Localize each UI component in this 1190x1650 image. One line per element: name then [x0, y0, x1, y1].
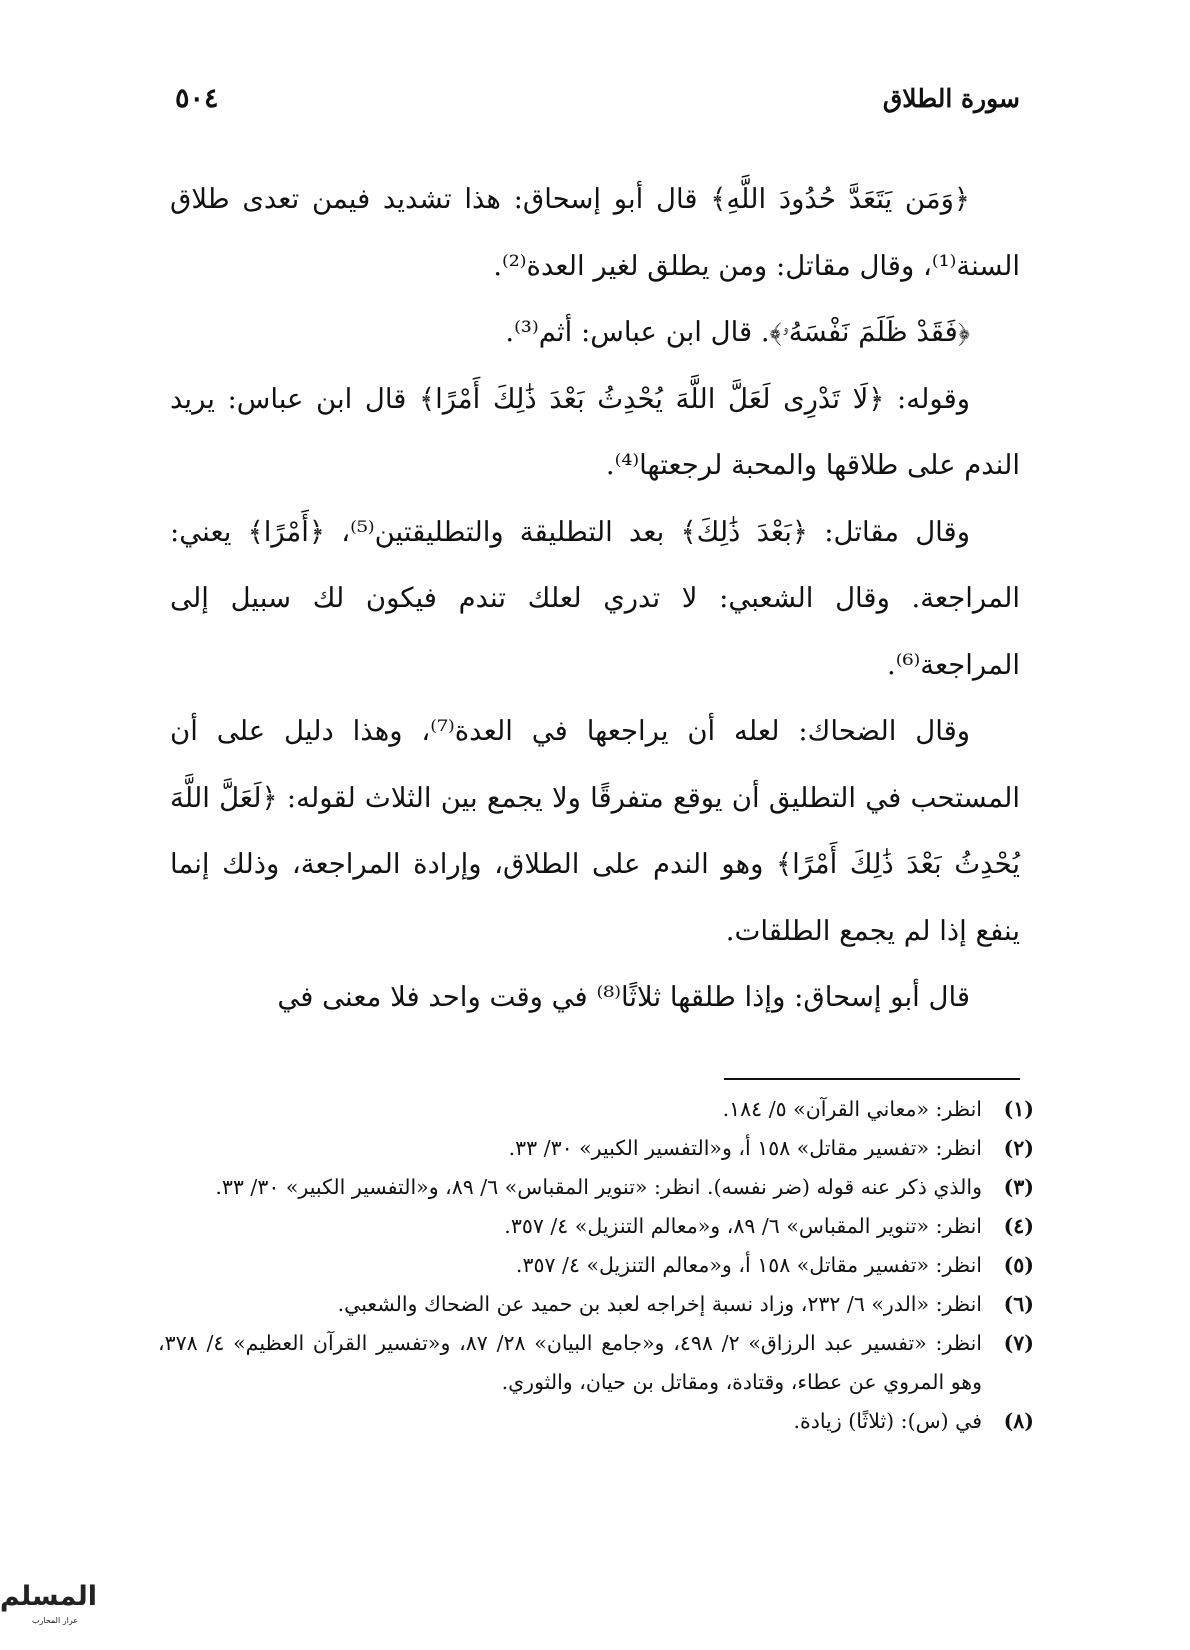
- footnote-number: (٣): [1003, 1175, 1034, 1199]
- footnote-text: انظر: «تنوير المقباس» ٦/ ٨٩، و«معالم التنزيل» ٤/ ٣٥٧.: [504, 1214, 982, 1238]
- main-text: [170, 166, 1020, 1031]
- footnote: [158, 1090, 1034, 1129]
- footnote-number: (٨): [1003, 1409, 1034, 1433]
- footnote-text: انظر: «تفسير مقاتل» ١٥٨ أ، و«معالم التنزيل» ٤/ ٣٥٧.: [515, 1253, 982, 1277]
- footnote: [158, 1207, 1034, 1246]
- footnotes: [158, 1090, 1034, 1441]
- library-stamp-logo: [0, 1578, 97, 1638]
- footnote-number: (٢): [1003, 1136, 1034, 1160]
- footnote-text: انظر: «الدر» ٦/ ٢٣٢، وزاد نسبة إخراجه لعبد بن حميد عن الضحاك والشعبي.: [337, 1292, 982, 1316]
- paragraph: وقال مقاتل: ﴿بَعْدَ ذَٰلِكَ﴾ بعد التطليقة والتطليقتين⁽⁵⁾، ﴿أَمْرًا﴾ يعني: المراجعة. وقال الشعبي: لا تدري لعلك تندم فيكون لك سبيل إلى المراجعة⁽⁶⁾.: [170, 515, 1020, 681]
- footnote-divider: [724, 1078, 1020, 1080]
- surah-title: سورة الطلاق: [882, 83, 1020, 113]
- footnote-text: انظر: «معاني القرآن» ٥/ ١٨٤.: [722, 1097, 982, 1121]
- footnote-text: في (س): (ثلاثًا) زيادة.: [793, 1409, 982, 1433]
- footnote-text: والذي ذكر عنه قوله (ضر نفسه). انظر: «تنوير المقباس» ٦/ ٨٩، و«التفسير الكبير» ٣٠/ ٣٣.: [215, 1175, 982, 1199]
- stamp-text: المسلم: [0, 1581, 97, 1612]
- paragraph: قال أبو إسحاق: وإذا طلقها ثلاثًا⁽⁸⁾ في وقت واحد فلا معنى في: [277, 981, 970, 1013]
- footnote-number: (١): [1003, 1097, 1034, 1121]
- footnote-text: انظر: «تفسير مقاتل» ١٥٨ أ، و«التفسير الكبير» ٣٠/ ٣٣.: [508, 1136, 982, 1160]
- footnote: [158, 1129, 1034, 1168]
- stamp-subtext: عرار المحارب: [31, 1616, 79, 1625]
- footnote-number: (٧): [1003, 1331, 1034, 1355]
- footnote: [158, 1324, 1034, 1402]
- footnote: [158, 1285, 1034, 1324]
- running-header: [175, 78, 1020, 118]
- footnote-text: انظر: «تفسير عبد الرزاق» ٢/ ٤٩٨، و«جامع البيان» ٢٨/ ٨٧، و«تفسير القرآن العظيم» ٤/ ٣٧٨، وهو المروي عن عطاء، وقتادة، ومقاتل بن حيان، والثوري.: [158, 1331, 982, 1394]
- footnote-number: (٤): [1003, 1214, 1034, 1238]
- paragraph: ﴿فَقَدْ ظَلَمَ نَفْسَهُۥ﴾. قال ابن عباس: أثم⁽³⁾.: [505, 316, 970, 348]
- paragraph: وقال الضحاك: لعله أن يراجعها في العدة⁽⁷⁾، وهذا دليل على أن المستحب في التطليق أن يوقع متفرقًا ولا يجمع بين الثلاث لقوله: ﴿لَعَلَّ اللَّهَ يُحْدِثُ بَعْدَ ذَٰلِكَ أَمْرًا﴾ وهو الندم على الطلاق، وإرادة المراجعة، وذلك إنما ينفع إذا لم يجمع الطلقات.: [170, 715, 1020, 947]
- paragraph: ﴿وَمَن يَتَعَدَّ حُدُودَ اللَّهِ﴾ قال أبو إسحاق: هذا تشديد فيمن تعدى طلاق السنة⁽¹⁾، وقال مقاتل: ومن يطلق لغير العدة⁽²⁾.: [170, 183, 1020, 282]
- footnote: [158, 1402, 1034, 1441]
- page-number: ٥٠٤: [175, 82, 219, 114]
- paragraph: وقوله: ﴿لَا تَدْرِى لَعَلَّ اللَّهَ يُحْدِثُ بَعْدَ ذَٰلِكَ أَمْرًا﴾ قال ابن عباس: يريد الندم على طلاقها والمحبة لرجعتها⁽⁴⁾.: [170, 382, 1020, 481]
- footnote: [158, 1168, 1034, 1207]
- footnote-number: (٥): [1003, 1253, 1034, 1277]
- footnote-number: (٦): [1003, 1292, 1034, 1316]
- footnote: [158, 1246, 1034, 1285]
